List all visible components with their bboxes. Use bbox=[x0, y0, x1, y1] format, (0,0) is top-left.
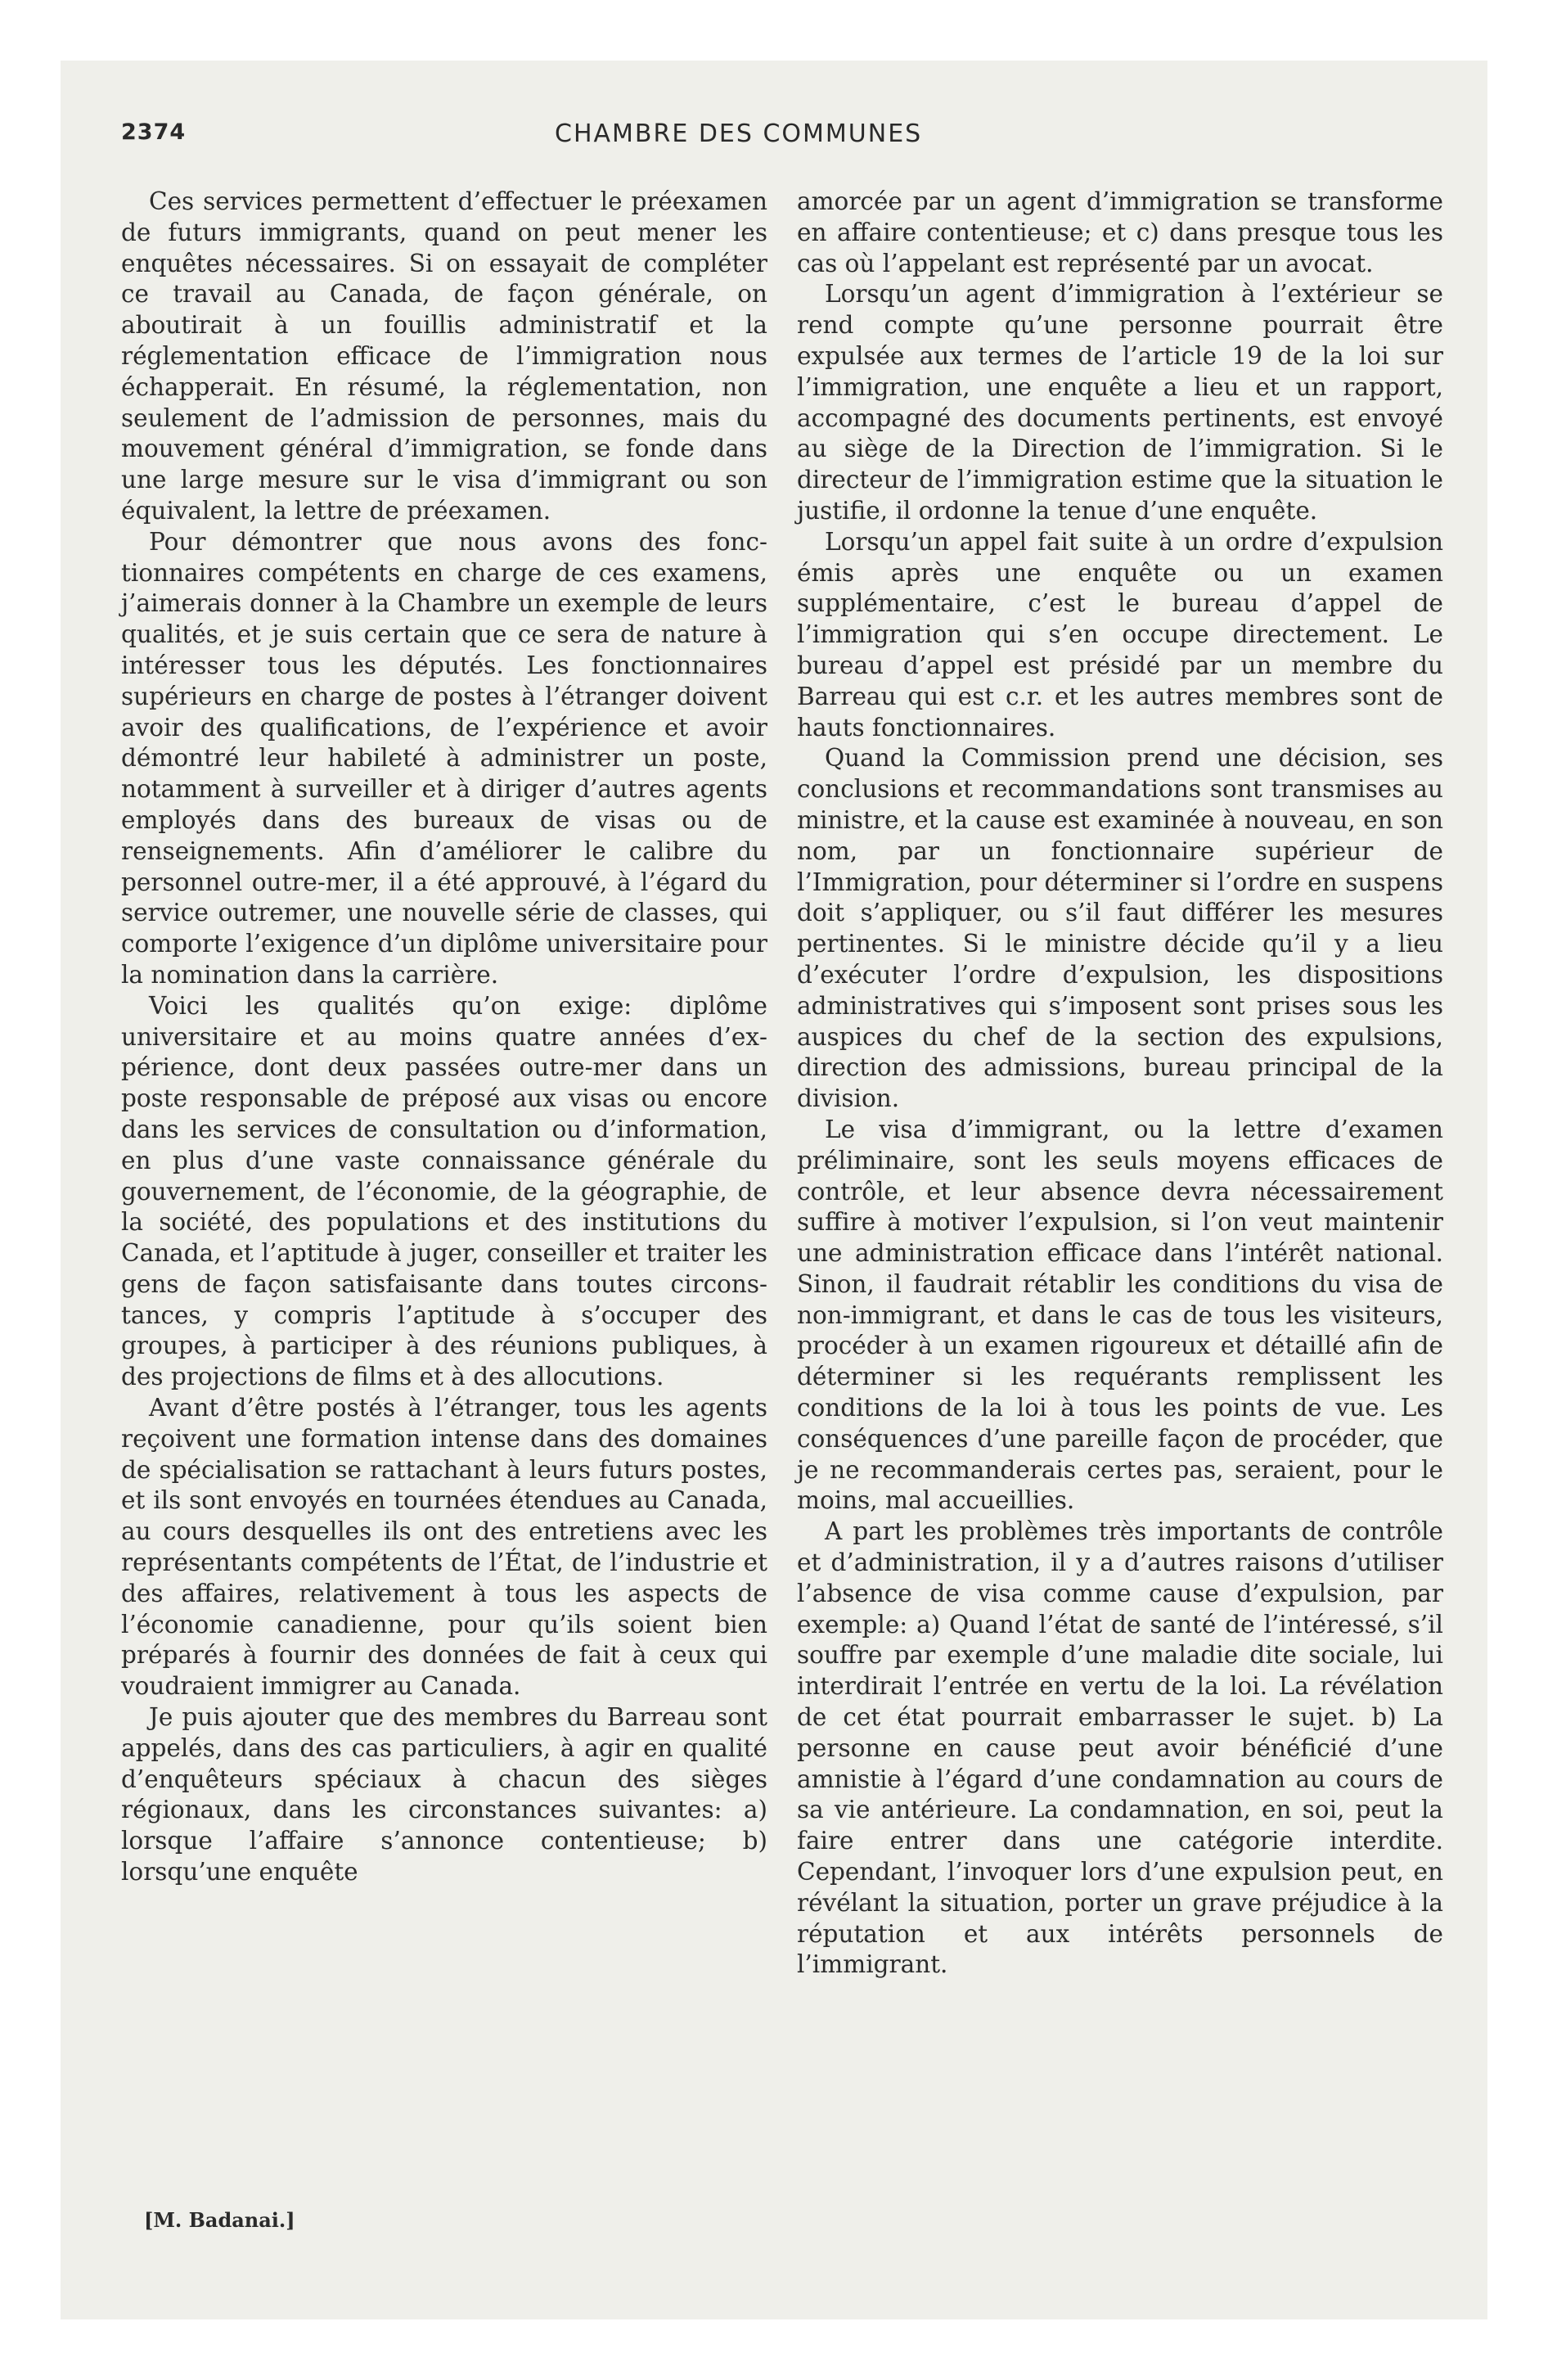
paragraph: Lorsqu’un agent d’immigration à l’extérieur se rend compte qu’une personne pourrait être expulsée aux termes de l’article 19 de la loi sur l’immigration, une enquête a lieu et un rapport, accompagné des documents pertinents, est envoyé au siège de la Direction de l’immigration. Si le directeur de l’immigration estime que la situation le justifie, il ordonne la tenue d’une enquête. bbox=[797, 280, 1443, 525]
left-column bbox=[121, 187, 767, 1888]
paragraph: Pour démontrer que nous avons des fonctionnaires compétents en charge de ces examens, j’aimerais donner à la Chambre un exemple de leurs qualités, et je suis certain que ce sera de nature à intéresser tous les députés. Les fonctionnaires supérieurs en charge de postes à l’étranger doivent avoir des qualifications, de l’expérience et avoir démontré leur habileté à administrer un poste, notamment à surveiller et à diriger d’autres agents employés dans des bureaux de visas ou de renseignements. Afin d’améliorer le calibre du personnel outre-mer, il a été approuvé, à l’égard du service outremer, une nouvelle série de classes, qui comporte l’exigence d’un diplôme universitaire pour la nomination dans la carrière. bbox=[121, 527, 767, 989]
paragraph: Ces services permettent d’effectuer le préexamen de futurs immigrants, quand on peut mener les enquêtes nécessaires. Si on essayait de compléter ce travail au Canada, de façon générale, on aboutirait à un fouillis administratif et la réglementation efficace de l’immigration nous échapperait. En résumé, la réglementation, non seulement de l’admission de personnes, mais du mouvement général d’immigration, se fonde dans une large mesure sur le visa d’immigrant ou son équivalent, la lettre de préexamen. bbox=[121, 187, 767, 525]
paragraph: Voici les qualités qu’on exige: diplôme universitaire et au moins quatre années d’expérience, dont deux passées outre-mer dans un poste responsable de préposé aux visas ou encore dans les services de consultation ou d’information, en plus d’une vaste connaissance générale du gouvernement, de l’économie, de la géographie, de la société, des populations et des institutions du Canada, et l’aptitude à juger, conseiller et traiter les gens de façon satisfaisante dans toutes circonstances, y compris l’aptitude à s’occuper des groupes, à participer à des réunions publiques, à des projections de films et à des allocutions. bbox=[121, 991, 767, 1391]
paragraph-continued: amorcée par un agent d’immigration se transforme en affaire contentieuse; et c) dans presque tous les cas où l’appelant est représenté par un avocat. bbox=[797, 187, 1443, 277]
paragraph: Quand la Commission prend une décision, ses conclusions et recommandations sont transmises au ministre, et la cause est examinée à nouveau, en son nom, par un fonctionnaire supérieur de l’Immigration, pour déterminer si l’ordre en suspens doit s’appliquer, ou s’il faut différer les mesures pertinentes. Si le ministre décide qu’il y a lieu d’exécuter l’ordre d’expulsion, les dispositions administratives qui s’imposent sont prises sous les auspices du chef de la section des expulsions, direction des admissions, bureau principal de la division. bbox=[797, 744, 1443, 1113]
paragraph: Le visa d’immigrant, ou la lettre d’examen préliminaire, sont les seuls moyens efficaces de contrôle, et leur absence devra nécessairement suffire à motiver l’expulsion, si l’on veut maintenir une administration efficace dans l’intérêt national. Sinon, il faudrait rétablir les conditions du visa de non-immigrant, et dans le cas de tous les visiteurs, procéder à un examen rigoureux et détaillé afin de déterminer si les requérants remplissent les conditions de la loi à tous les points de vue. Les conséquences d’une pareille façon de procéder, que je ne recommanderais certes pas, seraient, pour le moins, mal accueillies. bbox=[797, 1115, 1443, 1515]
page-number: 2374 bbox=[121, 119, 187, 145]
paragraph: Avant d’être postés à l’étranger, tous les agents reçoivent une formation intense dans des domaines de spécialisation se rattachant à leurs futurs postes, et ils sont envoyés en tournées étendues au Canada, au cours desquelles ils ont des entretiens avec les représentants compétents de l’État, de l’industrie et des affaires, relativement à tous les aspects de l’économie canadienne, pour qu’ils soient bien préparés à fournir des données de fait à ceux qui voudraient immigrer au Canada. bbox=[121, 1394, 767, 1701]
paragraph: A part les problèmes très importants de contrôle et d’administration, il y a d’autres raisons d’utiliser l’absence de visa comme cause d’expulsion, par exemple: a) Quand l’état de santé de l’intéressé, s’il souffre par exemple d’une maladie dite sociale, lui interdirait l’entrée en vertu de la loi. La révélation de cet état pourrait embarrasser le sujet. b) La personne en cause peut avoir bénéficié d’une amnistie à l’égard d’une condamnation au cours de sa vie antérieure. La condamnation, en soi, peut la faire entrer dans une catégorie interdite. Cependant, l’invoquer lors d’une expulsion peut, en révélant la situation, porter un grave préjudice à la réputation et aux intérêts personnels de l’immigrant. bbox=[797, 1517, 1443, 1979]
speaker-attribution: [M. Badanai.] bbox=[144, 2208, 295, 2232]
running-head: CHAMBRE DES COMMUNES bbox=[555, 119, 923, 148]
right-column bbox=[797, 187, 1443, 1981]
paragraph: Je puis ajouter que des membres du Barreau sont appelés, dans des cas particuliers, à agir en qualité d’enquêteurs spéciaux à chacun des sièges régionaux, dans les circonstances suivantes: a) lorsque l’affaire s’annonce contentieuse; b) lorsqu’une enquête bbox=[121, 1703, 767, 1886]
paragraph: Lorsqu’un appel fait suite à un ordre d’expulsion émis après une enquête ou un examen supplémentaire, c’est le bureau d’appel de l’immigration qui s’en occupe directement. Le bureau d’appel est présidé par un membre du Barreau qui est c.r. et les autres membres sont de hauts fonctionnaires. bbox=[797, 527, 1443, 741]
page-header bbox=[121, 119, 1447, 159]
